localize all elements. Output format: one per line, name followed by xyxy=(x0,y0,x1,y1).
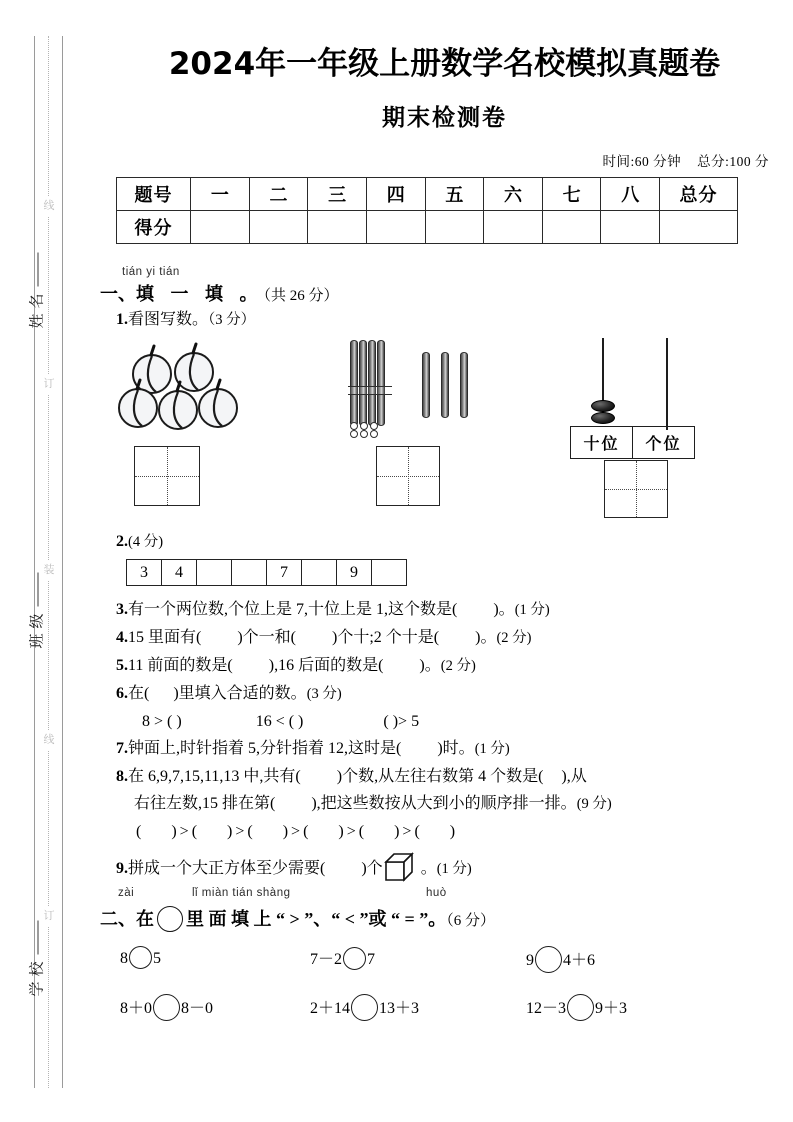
score-col-3: 三 xyxy=(308,178,367,211)
question-8-line2-a: 右往左数,15 排在第( xyxy=(134,795,276,812)
section-2-text-a: 在 xyxy=(136,909,154,929)
score-cell-4[interactable] xyxy=(366,211,425,244)
exam-sheet xyxy=(96,0,793,1122)
compare-item-6-right: 9＋3 xyxy=(595,1000,628,1017)
question-9-text-b: )个 xyxy=(361,860,383,877)
order-op-4: > xyxy=(346,823,356,840)
question-1 xyxy=(96,306,793,334)
school-field[interactable] xyxy=(26,909,47,1009)
place-value-tens: 十位 xyxy=(571,427,633,459)
section-2-points: （6 分） xyxy=(446,913,496,929)
compare-item-2[interactable] xyxy=(310,946,375,970)
bundle-band xyxy=(348,386,392,395)
abacus-bead-tens-2 xyxy=(591,412,615,424)
question-8-text-c: ),从 xyxy=(561,768,587,785)
loose-stick-1 xyxy=(422,352,430,418)
exam-time: 时间:60 分钟 xyxy=(602,154,682,169)
compare-item-1-circle[interactable] xyxy=(129,946,152,969)
question-4-text-b: )个一和( xyxy=(237,629,297,646)
order-op-2: > xyxy=(235,823,245,840)
strip-cell-7[interactable]: 9 xyxy=(337,560,372,586)
order-op-3: > xyxy=(291,823,301,840)
order-op-1: > xyxy=(179,823,189,840)
student-name-field[interactable] xyxy=(26,241,47,341)
compare-item-6[interactable] xyxy=(526,994,627,1021)
question-9-points: (1 分) xyxy=(436,861,472,877)
compare-item-4-right: 8－0 xyxy=(181,1000,214,1017)
compare-item-6-left: 12－3 xyxy=(526,1000,567,1017)
score-table xyxy=(116,177,738,244)
question-2-points: (4 分) xyxy=(128,534,164,550)
cube-icon xyxy=(384,852,420,882)
question-9-text-c: 。 xyxy=(420,860,437,877)
section-2-pinyin-limian: lǐ miàn tián shàng xyxy=(192,887,291,899)
counting-sticks-group xyxy=(348,336,478,444)
question-3-number: 3. xyxy=(116,601,128,618)
question-4 xyxy=(96,624,793,652)
question-7-points: (1 分) xyxy=(474,741,510,757)
question-5-number: 5. xyxy=(116,657,128,674)
section-1-heading xyxy=(96,280,793,306)
question-8-line2-b: ),把这些数按从大到小的顺序排一排。 xyxy=(311,795,577,812)
question-8-order-row xyxy=(96,818,793,846)
order-blank-4[interactable]: ( ) xyxy=(303,823,344,840)
score-table-row-label-score: 得分 xyxy=(117,211,191,244)
place-value-table xyxy=(570,426,695,459)
compare-item-4[interactable] xyxy=(120,994,213,1021)
question-6-number: 6. xyxy=(116,685,128,702)
q6-item-2-left: 16 xyxy=(255,713,272,730)
q6-item-1-right[interactable]: ( ) xyxy=(167,713,182,730)
binding-margin xyxy=(0,0,96,1122)
peach-icon-group xyxy=(116,342,266,442)
loose-stick-3 xyxy=(460,352,468,418)
section-2-expressions xyxy=(96,942,793,1038)
loose-stick-2 xyxy=(441,352,449,418)
question-8-points: (9 分) xyxy=(576,796,612,812)
strip-cell-1[interactable]: 3 xyxy=(127,560,162,586)
question-3 xyxy=(96,596,793,624)
question-2-number-strip xyxy=(126,559,407,586)
compare-item-5-left: 2＋14 xyxy=(310,1000,351,1017)
exam-meta xyxy=(96,150,793,170)
compare-item-1-right: 5 xyxy=(153,950,161,967)
page-title: 2024年一年级上册数学名校模拟真题卷 xyxy=(168,46,721,82)
question-6-compare-row xyxy=(96,708,793,735)
exam-total-points: 总分:100 分 xyxy=(697,154,769,169)
score-col-8: 八 xyxy=(601,178,660,211)
question-5 xyxy=(96,652,793,680)
q6-item-1[interactable] xyxy=(142,713,182,730)
q6-item-3-left[interactable]: ( ) xyxy=(383,713,399,730)
compare-item-4-circle[interactable] xyxy=(153,994,180,1021)
question-2-number: 2. xyxy=(116,533,128,550)
page-subtitle: 期末检测卷 xyxy=(382,105,507,130)
question-4-text-d: )。 xyxy=(475,629,497,646)
score-table-header-row xyxy=(117,178,738,211)
section-2-circle-icon xyxy=(157,906,183,932)
question-4-number: 4. xyxy=(116,629,128,646)
question-9 xyxy=(96,852,793,883)
question-8-text-a: 在 6,9,7,15,11,13 中,共有( xyxy=(128,768,301,785)
compare-item-3-circle[interactable] xyxy=(535,946,562,973)
q6-item-3[interactable] xyxy=(383,713,419,730)
section-1-title: 填 一 填 。 xyxy=(136,284,264,304)
compare-item-1[interactable] xyxy=(120,946,161,969)
score-col-5: 五 xyxy=(425,178,484,211)
compare-item-2-circle[interactable] xyxy=(343,947,366,970)
score-cell-6[interactable] xyxy=(484,211,543,244)
student-name-label: 姓名 xyxy=(29,288,46,329)
question-9-text-a: 拼成一个大正方体至少需要( xyxy=(128,860,326,877)
question-1-number: 1. xyxy=(116,311,128,328)
score-cell-8[interactable] xyxy=(601,211,660,244)
compare-item-4-left: 8＋0 xyxy=(120,1000,153,1017)
question-3-text-b: )。 xyxy=(493,601,515,618)
answer-writebox-2[interactable] xyxy=(376,446,440,506)
class-field[interactable] xyxy=(26,561,47,661)
compare-item-3[interactable] xyxy=(526,946,595,973)
score-cell-7[interactable] xyxy=(542,211,601,244)
section-2-heading xyxy=(96,905,793,932)
question-4-text-a: 15 里面有( xyxy=(128,629,202,646)
seal-char-4: 线 xyxy=(41,730,57,750)
score-col-total: 总分 xyxy=(660,178,738,211)
answer-writebox-1[interactable] xyxy=(134,446,200,506)
score-table-row-label-question: 题号 xyxy=(117,178,191,211)
binding-rule-inner xyxy=(62,36,63,1088)
question-6-text-b: )里填入合适的数。 xyxy=(173,685,307,702)
seal-char-1: 线 xyxy=(41,196,57,216)
order-blank-3[interactable]: ( ) xyxy=(247,823,289,840)
question-9-number: 9. xyxy=(116,860,128,877)
question-5-points: (2 分) xyxy=(440,658,476,674)
class-label: 班级 xyxy=(29,608,46,649)
score-col-7: 七 xyxy=(542,178,601,211)
score-cell-1[interactable] xyxy=(191,211,250,244)
question-5-text-a: 11 前面的数是( xyxy=(128,657,233,674)
answer-writebox-3[interactable] xyxy=(604,460,668,518)
strip-cell-2[interactable]: 4 xyxy=(162,560,197,586)
q6-item-1-op: > xyxy=(154,713,164,730)
score-table-value-row xyxy=(117,211,738,244)
compare-item-1-left: 8 xyxy=(120,950,128,967)
q6-item-3-op: > xyxy=(398,713,408,730)
question-6 xyxy=(96,680,793,708)
score-cell-2[interactable] xyxy=(249,211,308,244)
section-2-text-b: 里 面 填 上 “ > ”、“ < ”或 “ = ”。 xyxy=(186,909,447,929)
q6-item-3-right: 5 xyxy=(411,713,420,730)
compare-item-5-circle[interactable] xyxy=(351,994,378,1021)
strip-cell-8[interactable] xyxy=(372,560,407,586)
section-1-index: 一、 xyxy=(100,284,136,304)
compare-item-5[interactable] xyxy=(310,994,419,1021)
question-4-points: (2 分) xyxy=(496,630,532,646)
seal-char-3: 装 xyxy=(41,560,57,580)
question-3-points: (1 分) xyxy=(514,602,550,618)
order-op-5: > xyxy=(402,823,412,840)
order-blank-6[interactable]: ( ) xyxy=(414,823,456,840)
compare-item-3-left: 9 xyxy=(526,952,534,969)
question-5-text-b: ),16 后面的数是( xyxy=(268,657,384,674)
strip-cell-4[interactable] xyxy=(232,560,267,586)
strip-cell-6[interactable] xyxy=(302,560,337,586)
school-underline[interactable] xyxy=(38,921,39,955)
compare-item-3-right: 4＋6 xyxy=(563,952,596,969)
question-8-line-2 xyxy=(96,790,793,818)
score-col-6: 六 xyxy=(484,178,543,211)
question-7-text-b: )时。 xyxy=(437,740,475,757)
strip-cell-3[interactable] xyxy=(197,560,232,586)
seal-char-2: 订 xyxy=(41,374,57,394)
section-1-pinyin: tián yi tián xyxy=(122,266,180,278)
class-underline[interactable] xyxy=(38,573,39,607)
section-2-pinyin-huo: huò xyxy=(426,887,447,899)
strip-cell-5[interactable]: 7 xyxy=(267,560,302,586)
order-blank-1[interactable]: ( ) xyxy=(136,823,177,840)
score-col-1: 一 xyxy=(191,178,250,211)
student-name-underline[interactable] xyxy=(38,253,39,287)
score-col-4: 四 xyxy=(366,178,425,211)
question-4-text-c: )个十;2 个十是( xyxy=(332,629,440,646)
q6-item-2-op: < xyxy=(275,713,285,730)
question-7 xyxy=(96,735,793,763)
compare-item-2-left: 7－2 xyxy=(310,951,343,968)
peach-group xyxy=(116,342,266,447)
compare-item-2-right: 7 xyxy=(367,951,376,968)
section-1-pinyin-wrap xyxy=(96,266,793,280)
question-6-text-a: 在( xyxy=(128,685,150,702)
section-2-index: 二、 xyxy=(100,909,136,929)
question-3-text-a: 有一个两位数,个位上是 7,十位上是 1,这个数是( xyxy=(128,601,458,618)
abacus-group xyxy=(558,336,738,466)
question-8 xyxy=(96,763,793,790)
compare-item-6-circle[interactable] xyxy=(567,994,594,1021)
question-1-points: （3 分） xyxy=(208,312,256,328)
score-cell-total[interactable] xyxy=(660,211,738,244)
question-1-text: 看图写数。 xyxy=(128,311,209,328)
section-1-points: （共 26 分） xyxy=(263,288,339,304)
stick-bundle xyxy=(348,340,394,436)
question-7-number: 7. xyxy=(116,740,128,757)
q6-item-2[interactable] xyxy=(256,713,304,730)
score-table-wrap xyxy=(96,177,793,244)
section-2-pinyin-wrap xyxy=(96,887,793,905)
question-5-text-c: )。 xyxy=(419,657,441,674)
question-7-text-a: 钟面上,时针指着 5,分针指着 12,这时是( xyxy=(128,740,402,757)
score-cell-3[interactable] xyxy=(308,211,367,244)
q6-item-1-left: 8 xyxy=(142,713,150,730)
score-cell-5[interactable] xyxy=(425,211,484,244)
section-2-pinyin-zai: zài xyxy=(118,887,135,899)
seal-char-5: 订 xyxy=(41,906,57,926)
question-8-number: 8. xyxy=(116,768,128,785)
question-6-points: (3 分) xyxy=(306,686,342,702)
question-8-text-b: )个数,从左往右数第 4 个数是( xyxy=(336,768,544,785)
compare-item-5-right: 13＋3 xyxy=(379,1000,420,1017)
order-blank-2[interactable]: ( ) xyxy=(191,823,233,840)
score-col-2: 二 xyxy=(249,178,308,211)
question-1-figure xyxy=(96,336,793,534)
abacus-rod-ones xyxy=(666,338,668,430)
abacus-bead-tens-1 xyxy=(591,400,615,412)
order-blank-5[interactable]: ( ) xyxy=(358,823,400,840)
school-label: 学校 xyxy=(29,956,46,997)
place-value-ones: 个位 xyxy=(633,427,695,459)
q6-item-2-right[interactable]: ( ) xyxy=(288,713,304,730)
